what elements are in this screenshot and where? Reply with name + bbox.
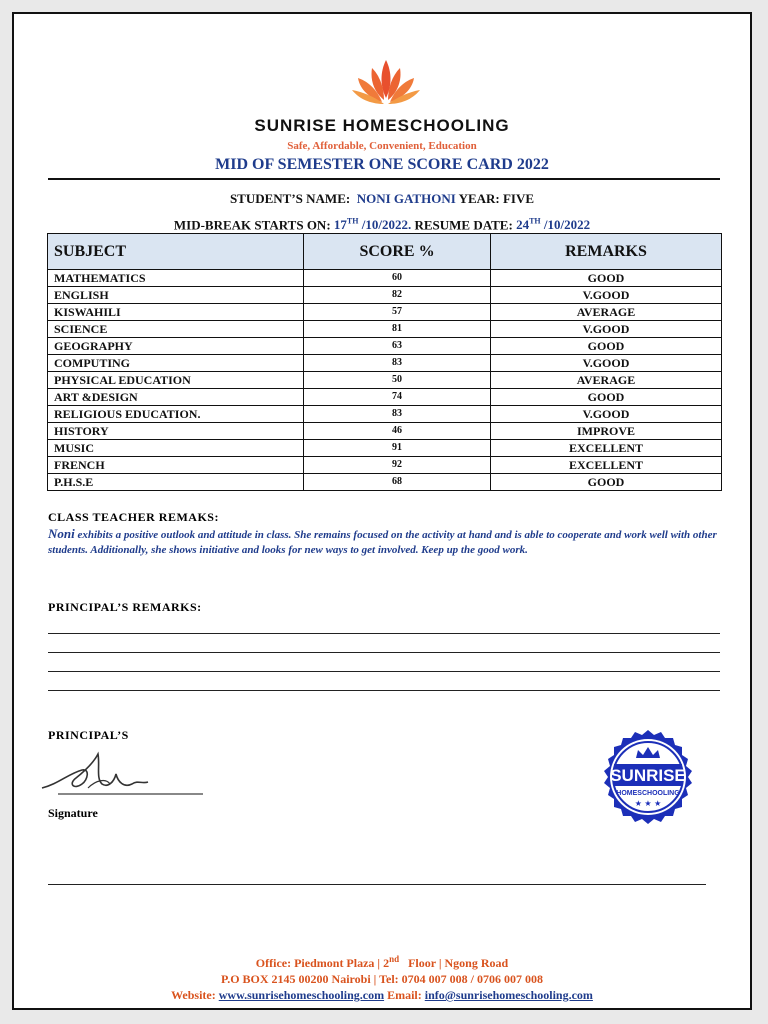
school-name: SUNRISE HOMESCHOOLING [254, 116, 510, 135]
midbreak-label: MID-BREAK STARTS ON: [173, 217, 331, 233]
principal-remarks-line-3 [48, 671, 720, 672]
title-divider [48, 178, 720, 180]
score-cell: 46 [304, 423, 491, 440]
score-cell: 68 [304, 474, 491, 491]
score-cell: 74 [304, 389, 491, 406]
table-row [48, 372, 722, 389]
teacher-remarks-text [48, 526, 728, 558]
resume-label: RESUME DATE: [414, 217, 513, 233]
remark-cell: AVERAGE [491, 304, 722, 321]
remark-cell: GOOD [491, 338, 722, 355]
dates-line [14, 217, 750, 233]
table-row [48, 304, 722, 321]
remark-cell: EXCELLENT [491, 440, 722, 457]
student-info-line [14, 191, 750, 207]
subject-cell: ENGLISH [48, 287, 304, 304]
score-cell: 91 [304, 440, 491, 457]
score-cell: 83 [304, 406, 491, 423]
remark-cell: GOOD [491, 389, 722, 406]
website-link[interactable]: www.sunrisehomeschooling.com [218, 988, 385, 1002]
subject-cell: RELIGIOUS EDUCATION. [48, 406, 304, 423]
table-row [48, 338, 722, 355]
table-row [48, 457, 722, 474]
card-title: MID OF SEMESTER ONE SCORE CARD 2022 [215, 156, 549, 173]
principal-remarks-line-1 [48, 633, 720, 634]
stamp-stars-icon: ★ ★ ★ [634, 799, 662, 808]
footer-pobox: P.O BOX 2145 00200 Nairobi | Tel: 0704 007 008 / 0706 007 008 [220, 972, 543, 986]
email-link[interactable]: info@sunrisehomeschooling.com [424, 988, 593, 1002]
score-cell: 63 [304, 338, 491, 355]
remark-cell: V.GOOD [491, 321, 722, 338]
subject-cell: KISWAHILI [48, 304, 304, 321]
footer-contact: Website: www.sunrisehomeschooling.com Email: info@sunrisehomeschooling.com [171, 988, 593, 1002]
score-cell: 92 [304, 457, 491, 474]
lotus-logo-icon [350, 56, 422, 112]
subject-cell: P.H.S.E [48, 474, 304, 491]
subject-cell: PHYSICAL EDUCATION [48, 372, 304, 389]
principal-remarks-label: PRINCIPAL’S REMARKS: [48, 600, 202, 614]
table-row [48, 270, 722, 287]
remark-cell: V.GOOD [491, 287, 722, 304]
table-row [48, 287, 722, 304]
remark-cell: AVERAGE [491, 372, 722, 389]
score-cell: 57 [304, 304, 491, 321]
score-cell: 83 [304, 355, 491, 372]
subject-cell: GEOGRAPHY [48, 338, 304, 355]
scores-table-body [48, 270, 722, 491]
bottom-divider [48, 884, 706, 885]
subject-cell: MATHEMATICS [48, 270, 304, 287]
remark-cell: EXCELLENT [491, 457, 722, 474]
subject-cell: COMPUTING [48, 355, 304, 372]
table-header-row [48, 234, 722, 270]
student-name-label: STUDENT’S NAME: [229, 191, 351, 206]
teacher-remarks-label: CLASS TEACHER REMAKS: [48, 510, 219, 524]
score-cell: 60 [304, 270, 491, 287]
remark-cell: V.GOOD [491, 355, 722, 372]
table-row [48, 423, 722, 440]
subject-cell: ART &DESIGN [48, 389, 304, 406]
footer-office: Office: Piedmont Plaza | 2nd Floor | Ngong Road [255, 954, 509, 970]
teacher-remarks-body: exhibits a positive outlook and attitude in class. She remains focused on the activity at hand and is able to cooperate and work well with other students. Additionally, she shows initiative and looks for new ways to get involved. Keep up the good work. [48, 529, 717, 556]
table-row [48, 440, 722, 457]
table-row [48, 321, 722, 338]
midbreak-start-date: 17TH /10/2022. [333, 217, 412, 233]
remark-cell: GOOD [491, 270, 722, 287]
subject-cell: MUSIC [48, 440, 304, 457]
score-cell: 81 [304, 321, 491, 338]
header-subject: SUBJECT [48, 234, 304, 270]
school-stamp [600, 728, 696, 824]
table-row [48, 355, 722, 372]
stamp-subtext: HOMESCHOOLING [616, 790, 680, 797]
remark-cell: V.GOOD [491, 406, 722, 423]
header-score: SCORE % [304, 234, 491, 270]
student-year: YEAR: FIVE [458, 191, 535, 206]
score-cell: 82 [304, 287, 491, 304]
principal-remarks-line-2 [48, 652, 720, 653]
remark-cell: IMPROVE [491, 423, 722, 440]
signature-label: Signature [48, 806, 98, 820]
table-row [48, 389, 722, 406]
principal-signature-label: PRINCIPAL’S [48, 728, 129, 742]
table-row [48, 406, 722, 423]
remark-cell: GOOD [491, 474, 722, 491]
school-tagline: Safe, Affordable, Convenient, Education [287, 140, 477, 152]
subject-cell: SCIENCE [48, 321, 304, 338]
score-card-page [12, 12, 752, 1010]
student-name: NONI GATHONI [356, 191, 456, 206]
header-remarks: REMARKS [491, 234, 722, 270]
subject-cell: FRENCH [48, 457, 304, 474]
subject-cell: HISTORY [48, 423, 304, 440]
table-row [48, 474, 722, 491]
teacher-remarks-student-name: Noni [48, 526, 75, 541]
resume-date: 24TH /10/2022 [516, 217, 591, 233]
score-cell: 50 [304, 372, 491, 389]
stamp-text: SUNRISE [610, 766, 686, 785]
principal-remarks-line-4 [48, 690, 720, 691]
scores-table [47, 233, 722, 491]
handwritten-signature [38, 744, 208, 804]
